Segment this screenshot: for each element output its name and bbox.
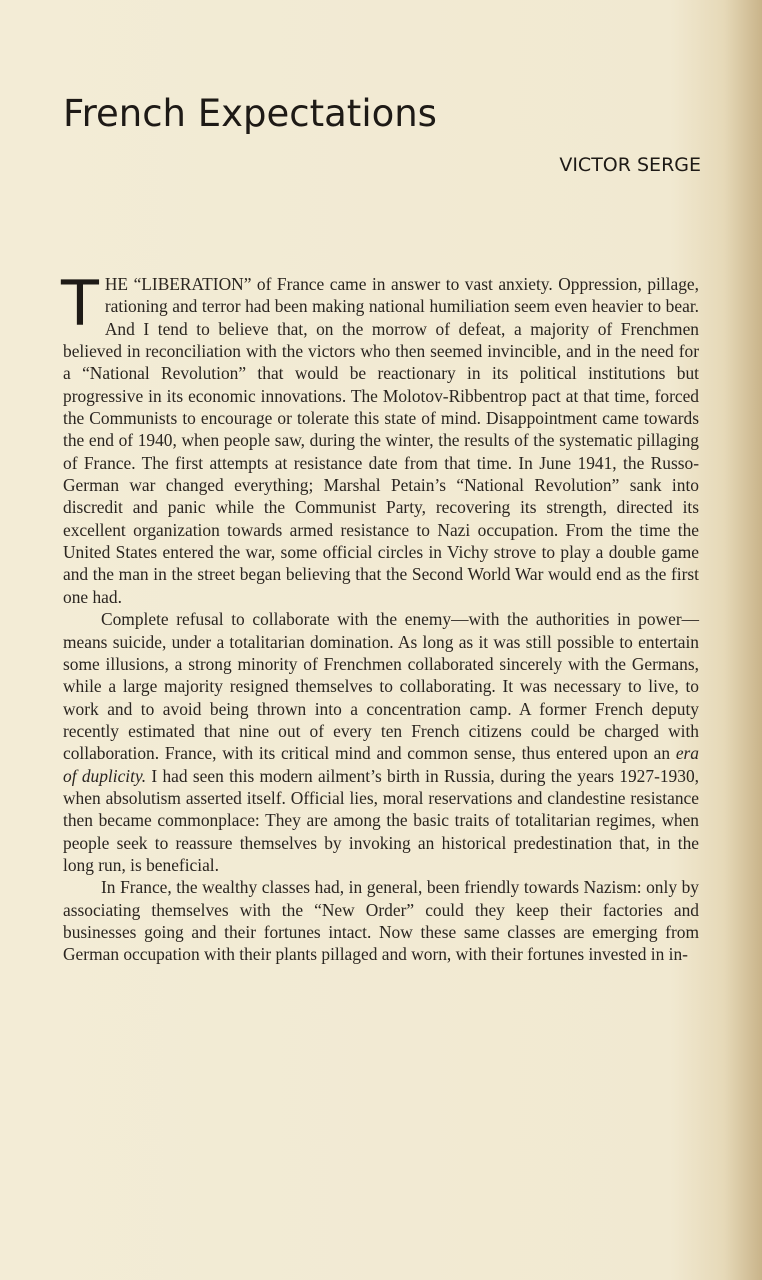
paragraph-3-text: In France, the wealthy classes had, in general, been friendly towards Nazism: only by associating themselves with the “New Order” could they keep their factories and businesses going and their fortunes intact. Now these same classes are emerging from German occupation with their plants pillaged and worn, with their fortunes invested in in- (63, 877, 699, 965)
article-body (61, 267, 699, 966)
paragraph-1 (61, 267, 699, 608)
drop-cap: T (61, 267, 99, 340)
paragraph-2-text-a: Complete refusal to collaborate with the enemy—with the authorities in power—means suicide, under a totalitarian domination. As long as it was still possible to entertain some illusions, a strong minority of Frenchmen collaborated sincerely with the Germans, while a large majority resigned themselves to collaborating. It was necessary to live, to work and to avoid being thrown into a concentration camp. A former French deputy recently estimated that nine out of every ten French citizens could be charged with collaboration. France, with its critical mind and common sense, thus entered upon an (63, 609, 699, 764)
paragraph-1-text: HE “LIBERATION” of France came in answer to vast anxiety. Oppression, pillage, rationing and terror had been making national humiliation seem even heavier to bear. And I tend to believe that, on the morrow of defeat, a majority of Frenchmen believed in reconciliation with the victors who then seemed invincible, and in the need for a “National Revolution” that would be reactionary in its political institutions but progressive in its economic innovations. The Molotov-Ribbentrop pact at that time, forced the Communists to encourage or tolerate this state of mind. Disappointment came towards the end of 1940, when people saw, during the winter, the results of the systematic pillaging of France. The first attempts at resistance date from that time. In June 1941, the Russo-German war changed everything; Marshal Petain’s “National Revolution” sank into discredit and panic while the Communist Party, recovering its strength, directed its excellent organization towards armed resistance to Nazi occupation. From the time the United States entered the war, some official circles in Vichy strove to play a double game and the man in the street began believing that the Second World War would end as the first one had. (63, 274, 699, 607)
article-author: VICTOR SERGE (559, 154, 701, 176)
paragraph-3 (63, 876, 699, 965)
paragraph-2-text-b: I had seen this modern ailment’s birth in Russia, during the years 1927-1930, when absolutism asserted itself. Official lies, moral reservations and clandestine resistance then became commonplace: They are among the basic traits of totalitarian regimes, when people seek to reassure themselves by invoking an historical predestination that, in the long run, is beneficial. (63, 765, 699, 875)
article-title: French Expectations (63, 92, 437, 135)
paragraph-2-emphasis: era of duplicity. (63, 743, 699, 786)
paragraph-2 (63, 608, 699, 876)
